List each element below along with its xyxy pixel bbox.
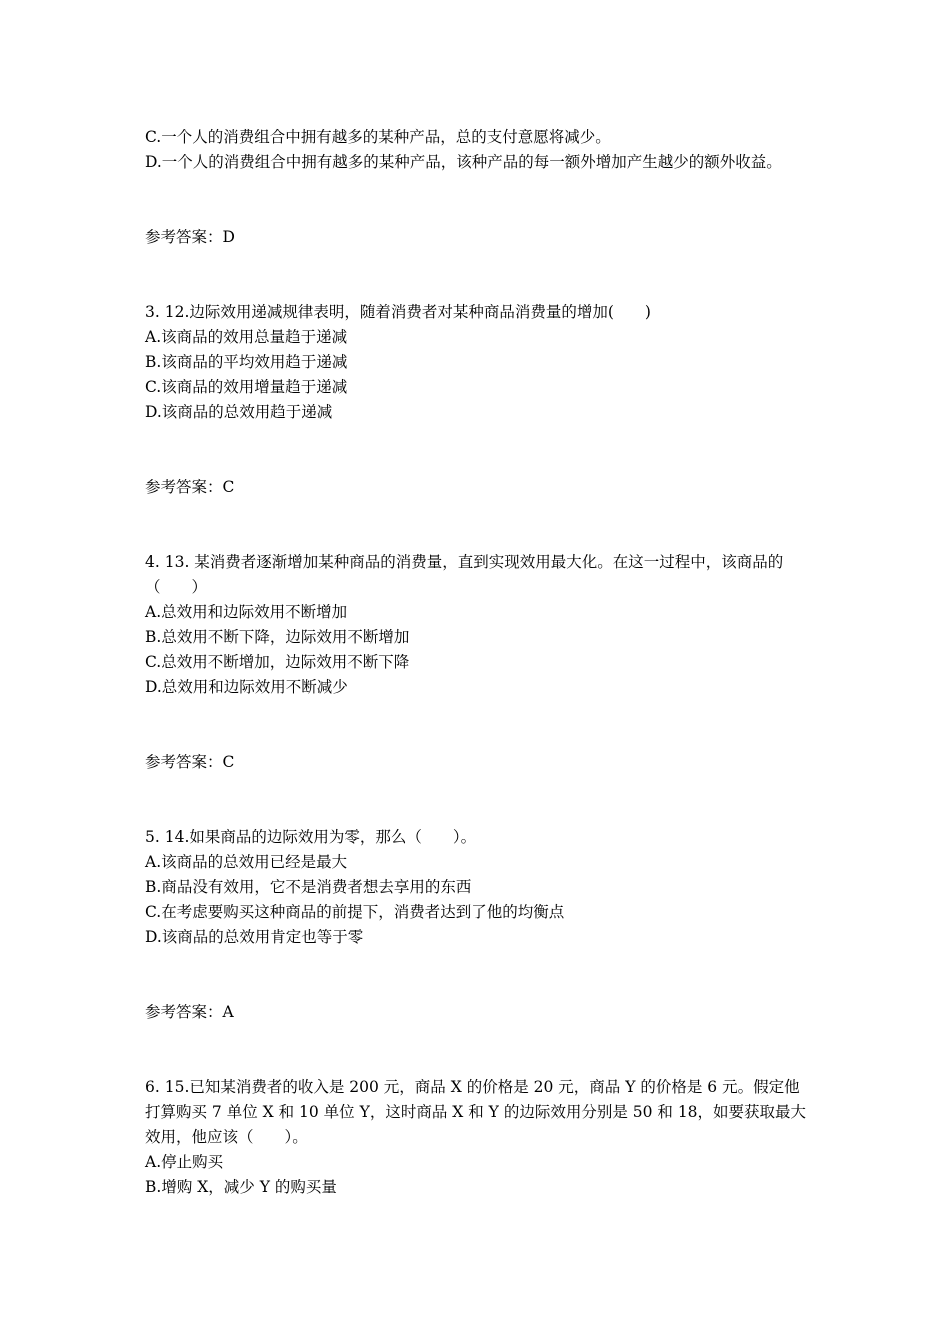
option-b: B.增购 X，减少 Y 的购买量 [145,1178,337,1196]
question-stem: 3. 12.边际效用递减规律表明，随着消费者对某种商品消费量的增加( ) [145,303,651,321]
option-b: B.总效用不断下降，边际效用不断增加 [145,628,410,646]
question-5 [145,825,813,950]
option-a: A.该商品的效用总量趋于递减 [145,328,348,346]
answer-line: 参考答案：D [145,228,235,246]
question-stem: 6. 15.已知某消费者的收入是 200 元，商品 X 的价格是 20 元，商品 Y 的价格是 6 元。假定他打算购买 7 单位 X 和 10 单位 Y，这时商品 X 和 Y 的边际效用分别是 50 和 18，如要获取最大效用，他应该（ ）。 [145,1078,807,1146]
option-d: D.总效用和边际效用不断减少 [145,678,348,696]
question-stem: 4. 13. 某消费者逐渐增加某种商品的消费量，直到实现效用最大化。在这一过程中，该商品的（ ） [145,553,784,596]
option-a: A.停止购买 [145,1153,224,1171]
question-stem: 5. 14.如果商品的边际效用为零，那么（ ）。 [145,828,477,846]
option-c: C.该商品的效用增量趋于递减 [145,378,348,396]
option-c: C.总效用不断增加，边际效用不断下降 [145,653,410,671]
option-b: B.该商品的平均效用趋于递减 [145,353,348,371]
document-page [145,125,813,1200]
question-3 [145,300,813,425]
answer-line: 参考答案：C [145,753,235,771]
option-d: D.该商品的总效用趋于递减 [145,403,333,421]
question-2-tail [145,125,813,175]
answer-line: 参考答案：A [145,1003,234,1021]
question-6 [145,1075,813,1200]
option-a: A.该商品的总效用已经是最大 [145,853,348,871]
option-c: C.一个人的消费组合中拥有越多的某种产品，总的支付意愿将减少。 [145,128,611,146]
answer-line: 参考答案：C [145,478,235,496]
option-c: C.在考虑要购买这种商品的前提下，消费者达到了他的均衡点 [145,903,565,921]
option-d: D.该商品的总效用肯定也等于零 [145,928,364,946]
option-d: D.一个人的消费组合中拥有越多的某种产品，该种产品的每一额外增加产生越少的额外收益。 [145,153,782,171]
option-b: B.商品没有效用，它不是消费者想去享用的东西 [145,878,472,896]
option-a: A.总效用和边际效用不断增加 [145,603,348,621]
question-4 [145,550,813,700]
